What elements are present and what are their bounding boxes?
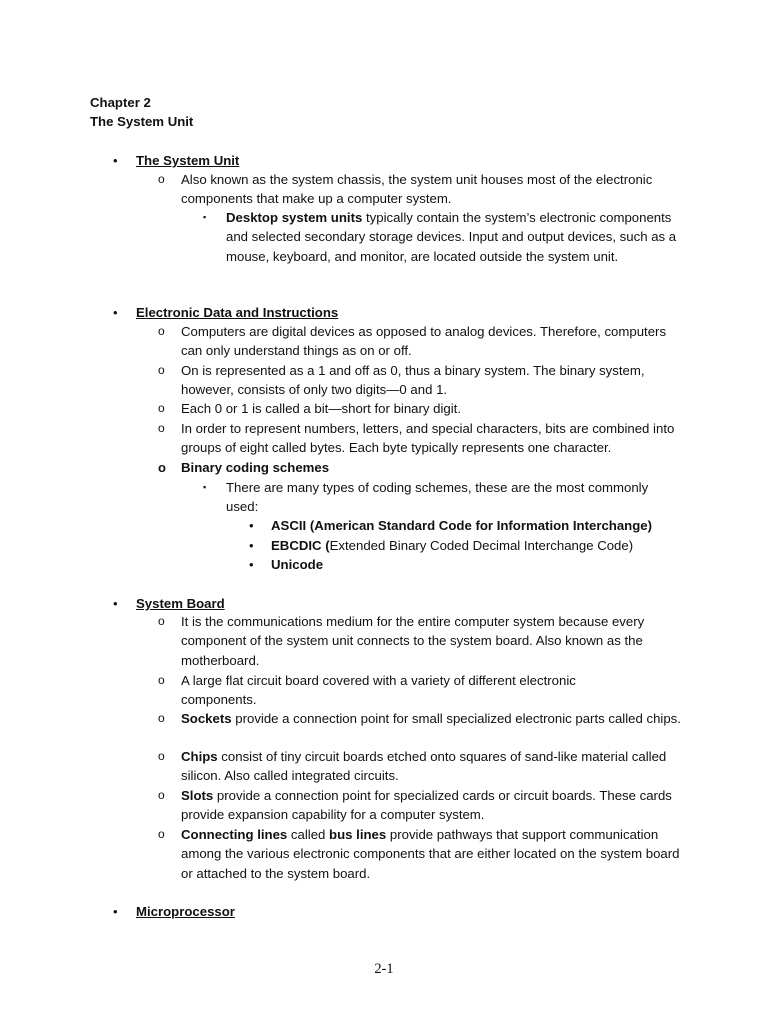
list-item: It is the communications medium for the entire computer system because every component of the system unit connects to the system board. Also known as the motherboard. <box>181 614 645 668</box>
list-item: EBCDIC (Extended Binary Coded Decimal Interchange Code) <box>271 538 634 553</box>
list-item: Desktop system units typically contain the system’s electronic components and selected secondary storage devices. Input and output devices, such as a mouse, keyboard, and monitor, are located outside the system unit. <box>226 210 677 264</box>
bullet-marker: • <box>113 596 118 611</box>
list-item: There are many types of coding schemes, these are the most commonly used: <box>226 480 649 515</box>
section-heading-system-unit: The System Unit <box>136 153 240 168</box>
circle-marker: o <box>158 172 165 186</box>
circle-marker: o <box>158 749 165 763</box>
page-number: 2-1 <box>374 961 394 977</box>
circle-marker: o <box>158 421 165 435</box>
bullet-marker: • <box>113 305 118 320</box>
list-item: On is represented as a 1 and off as 0, thus a binary system. The binary system, however, consists of only two digits—0 and 1. <box>181 363 645 398</box>
list-item: Computers are digital devices as opposed to analog devices. Therefore, computers can only understand things as on or off. <box>181 324 667 359</box>
circle-marker: o <box>158 363 165 377</box>
square-marker: ▪ <box>203 212 207 222</box>
bullet-marker: • <box>249 557 254 572</box>
bullet-marker: • <box>113 904 118 919</box>
page-title: The System Unit <box>90 114 194 129</box>
list-item: Chips consist of tiny circuit boards etched onto squares of sand-like material called silicon. Also called integrated circuits. <box>181 749 667 784</box>
circle-marker: o <box>158 460 166 475</box>
bullet-marker: • <box>113 153 118 168</box>
list-item: In order to represent numbers, letters, and special characters, bits are combined into groups of eight called bytes. Each byte typically represents one character. <box>181 421 675 456</box>
list-item: Binary coding schemes <box>181 460 330 475</box>
bullet-marker: • <box>249 538 254 553</box>
section-heading-microprocessor: Microprocessor <box>136 904 235 919</box>
circle-marker: o <box>158 614 165 628</box>
section-heading-electronic-data: Electronic Data and Instructions <box>136 305 339 320</box>
circle-marker: o <box>158 788 165 802</box>
list-item: Unicode <box>271 557 324 572</box>
list-item: Each 0 or 1 is called a bit—short for binary digit. <box>181 401 462 416</box>
list-item: Slots provide a connection point for specialized cards or circuit boards. These cards provide expansion capability for a computer system. <box>181 788 672 823</box>
circle-marker: o <box>158 673 165 687</box>
chapter-label: Chapter 2 <box>90 95 151 110</box>
square-marker: ▪ <box>203 482 207 492</box>
circle-marker: o <box>158 711 165 725</box>
circle-marker: o <box>158 324 165 338</box>
bullet-marker: • <box>249 518 254 533</box>
list-item: Also known as the system chassis, the system unit houses most of the electronic components that make up a computer system. <box>181 172 653 207</box>
circle-marker: o <box>158 827 165 841</box>
section-heading-system-board: System Board <box>136 596 225 611</box>
list-item: ASCII (American Standard Code for Information Interchange) <box>271 518 653 533</box>
list-item: Sockets provide a connection point for small specialized electronic parts called chips. <box>181 711 681 726</box>
circle-marker: o <box>158 401 165 415</box>
list-item: Connecting lines called bus lines provide pathways that support communication among the various electronic components that are either located on the system board or attached to the system board. <box>181 827 680 881</box>
list-item: A large flat circuit board covered with a variety of different electronic components. <box>181 673 576 708</box>
